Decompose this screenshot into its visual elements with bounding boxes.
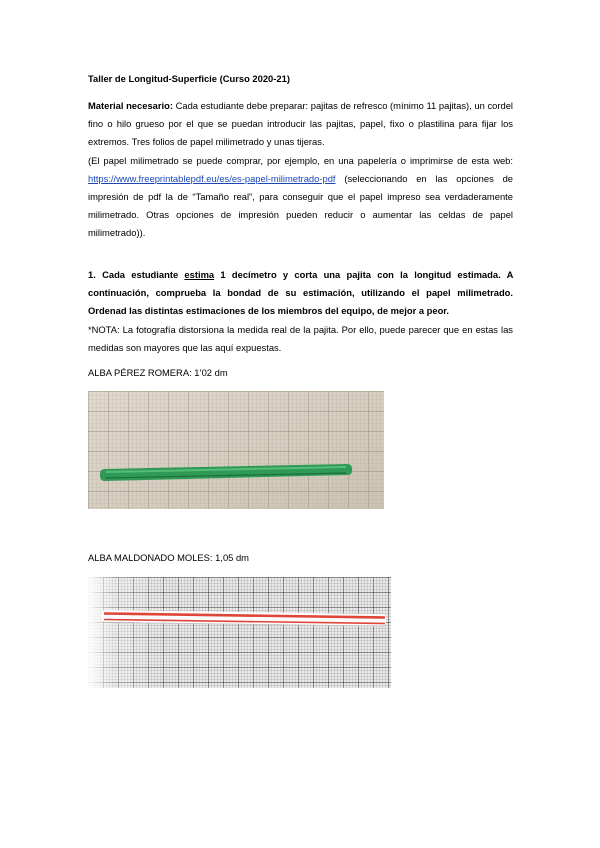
paper-note-line1: (El papel milimetrado se puede comprar, por ejemplo, en una papelería o imprimirse de esta <box>88 155 490 166</box>
paper-note-line5: celdas de papel milimetrado)). <box>88 209 513 238</box>
paper-note-web-label: web: <box>493 155 513 166</box>
material-paragraph <box>88 97 513 151</box>
paper-note-line3: opciones de impresión de pdf la de “Tamaño real”, para conseguir que el papel impreso sea <box>88 173 514 202</box>
red-straw-photo <box>88 577 391 688</box>
task1-line2: continuación, comprueba la bondad de su estimación, utilizando el papel milimetrado. <box>88 287 513 298</box>
material-line1: Cada estudiante debe preparar: pajitas de refresco (mínimo 11 pajitas), un <box>175 100 485 111</box>
paper-url-link[interactable]: https://www.freeprintablepdf.eu/es/es-papel-milimetrado-pdf <box>88 173 336 184</box>
material-line2: cordel fino o hilo grueso por el que se puedan introducir las pajitas, papel, fixo o plastilina para <box>88 100 513 129</box>
green-straw-photo-image <box>88 391 384 509</box>
paper-note-after-url: (seleccionando en las <box>344 173 448 184</box>
nota-line1: *NOTA: La fotografía distorsiona la medida real de la pajita. Por ello, puede parecer que en <box>88 324 473 335</box>
task1-underlined-word: estima <box>184 269 215 280</box>
student-label-1: ALBA PÉREZ ROMERA: 1’02 dm <box>88 367 228 378</box>
nota-line2: estas las medidas son mayores que las aquí expuestas. <box>88 324 513 353</box>
nota-paragraph <box>88 321 513 357</box>
task1-post: 1 decímetro y corta una pajita con la longitud estimada. A <box>220 269 514 280</box>
material-label: Material necesario: <box>88 100 173 111</box>
green-straw-photo <box>88 391 384 509</box>
task1-pre: Cada estudiante <box>102 269 179 280</box>
task1-number: 1. <box>88 269 96 280</box>
paper-note-line4: verdaderamente milimetrado. Otras opciones de impresión pueden reducir o aumentar las <box>88 191 513 220</box>
paper-note-paragraph <box>88 152 513 242</box>
student-label-2: ALBA MALDONADO MOLES: 1,05 dm <box>88 552 249 563</box>
red-straw-photo-image <box>88 577 391 688</box>
task1-paragraph <box>88 266 513 320</box>
page-title: Taller de Longitud-Superficie (Curso 2020-21) <box>88 73 290 84</box>
task1-line3: Ordenad las distintas estimaciones de los miembros del equipo, de mejor a peor. <box>88 305 450 316</box>
material-line3: fijar los extremos. Tres folios de papel milimetrado y unas tijeras. <box>88 118 513 147</box>
